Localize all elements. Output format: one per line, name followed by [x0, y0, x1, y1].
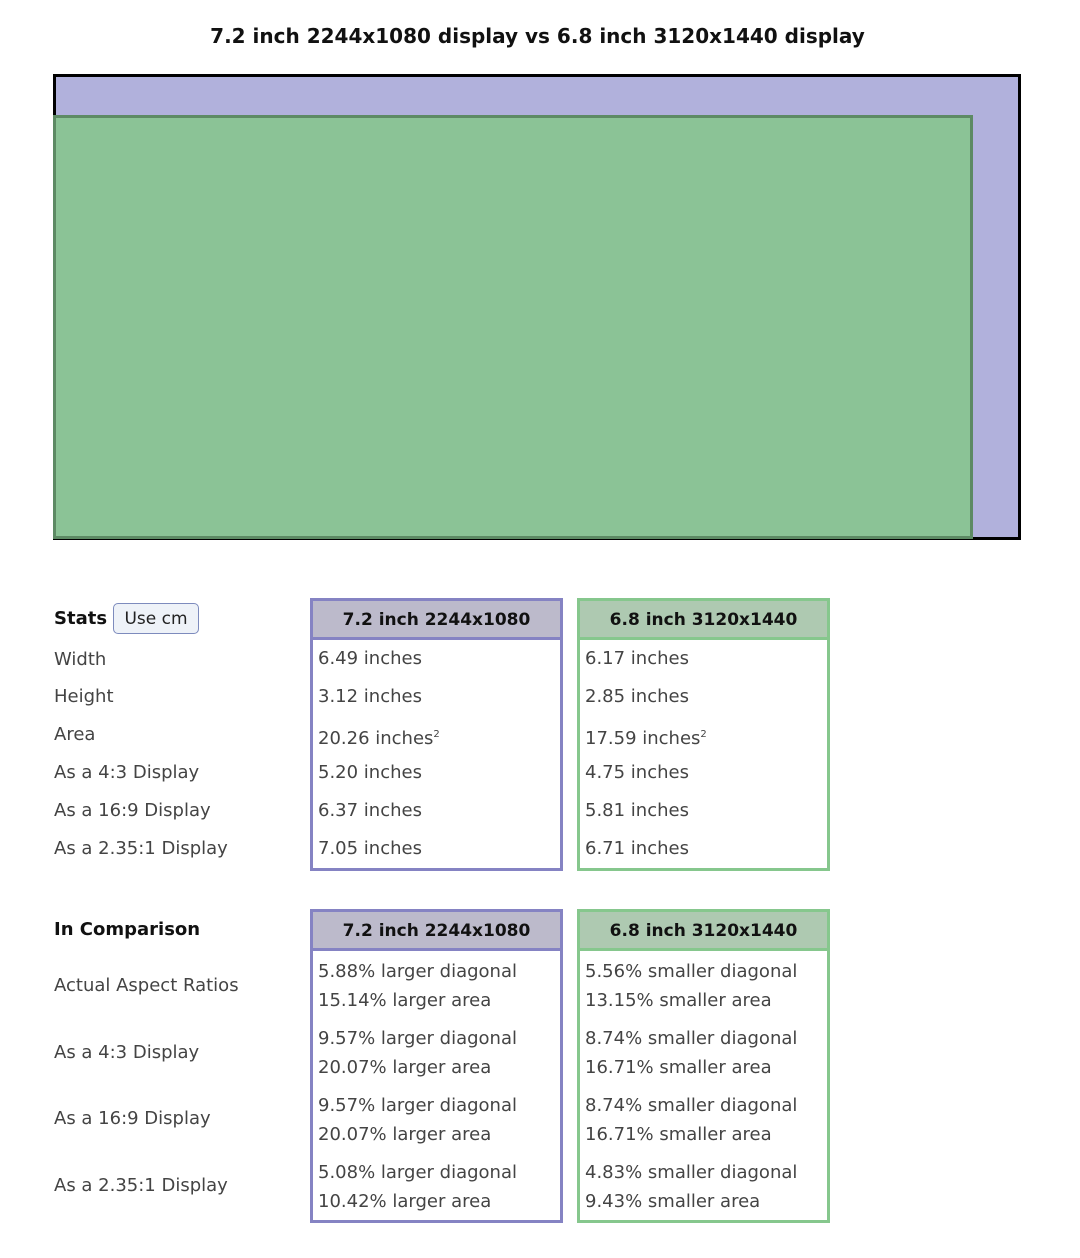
stats-column-header: 7.2 inch 2244x1080 — [313, 601, 560, 640]
stat-value: 4.75 inches — [585, 762, 689, 783]
stats-label-width: Width — [54, 649, 107, 670]
comparison-column-header: 7.2 inch 2244x1080 — [313, 912, 560, 951]
stat-value: 3.12 inches — [318, 686, 422, 707]
display-size-visualization — [53, 74, 1021, 540]
stats-label-area: Area — [54, 724, 96, 745]
stat-value: 7.05 inches — [318, 838, 422, 859]
stat-value: 5.20 inches — [318, 762, 422, 783]
comparison-column-display-b — [577, 909, 830, 1223]
stat-value: 6.17 inches — [585, 648, 689, 669]
comparison-value: 4.83% smaller diagonal 9.43% smaller area — [585, 1162, 798, 1212]
comparison-value: 9.57% larger diagonal 20.07% larger area — [318, 1095, 517, 1145]
stats-heading: Stats — [54, 608, 108, 629]
comparison-value: 5.08% larger diagonal 10.42% larger area — [318, 1162, 517, 1212]
comparison-value: 5.56% smaller diagonal 13.15% smaller area — [585, 961, 798, 1011]
comparison-value: 8.74% smaller diagonal 16.71% smaller area — [585, 1028, 798, 1078]
stat-value: 6.37 inches — [318, 800, 422, 821]
comparison-value: 9.57% larger diagonal 20.07% larger area — [318, 1028, 517, 1078]
stat-value: 6.49 inches — [318, 648, 422, 669]
stats-column-display-a — [310, 598, 563, 871]
stats-column-display-b — [577, 598, 830, 871]
stats-label-height: Height — [54, 686, 114, 707]
stats-label-16-9: As a 16:9 Display — [54, 800, 211, 821]
stat-value: 2.85 inches — [585, 686, 689, 707]
page-title: 7.2 inch 2244x1080 display vs 6.8 inch 3120x1440 display — [210, 24, 865, 48]
stats-label-4-3: As a 4:3 Display — [54, 762, 200, 783]
comparison-label-2-35: As a 2.35:1 Display — [54, 1175, 228, 1196]
comparison-value: 5.88% larger diagonal 15.14% larger area — [318, 961, 517, 1011]
stat-value: 5.81 inches — [585, 800, 689, 821]
stats-label-2-35: As a 2.35:1 Display — [54, 838, 228, 859]
stat-value: 20.26 inches$^2$ — [318, 728, 440, 749]
stat-value: 17.59 inches$^2$ — [585, 728, 707, 749]
stat-value: 6.71 inches — [585, 838, 689, 859]
display-b-rectangle — [53, 115, 973, 539]
stats-column-header: 6.8 inch 3120x1440 — [580, 601, 827, 640]
comparison-label-actual: Actual Aspect Ratios — [54, 975, 239, 996]
comparison-column-display-a — [310, 909, 563, 1223]
comparison-label-4-3: As a 4:3 Display — [54, 1042, 200, 1063]
comparison-label-16-9: As a 16:9 Display — [54, 1108, 211, 1129]
comparison-heading: In Comparison — [54, 919, 201, 940]
comparison-column-header: 6.8 inch 3120x1440 — [580, 912, 827, 951]
comparison-value: 8.74% smaller diagonal 16.71% smaller area — [585, 1095, 798, 1145]
use-cm-button[interactable]: Use cm — [113, 603, 199, 634]
